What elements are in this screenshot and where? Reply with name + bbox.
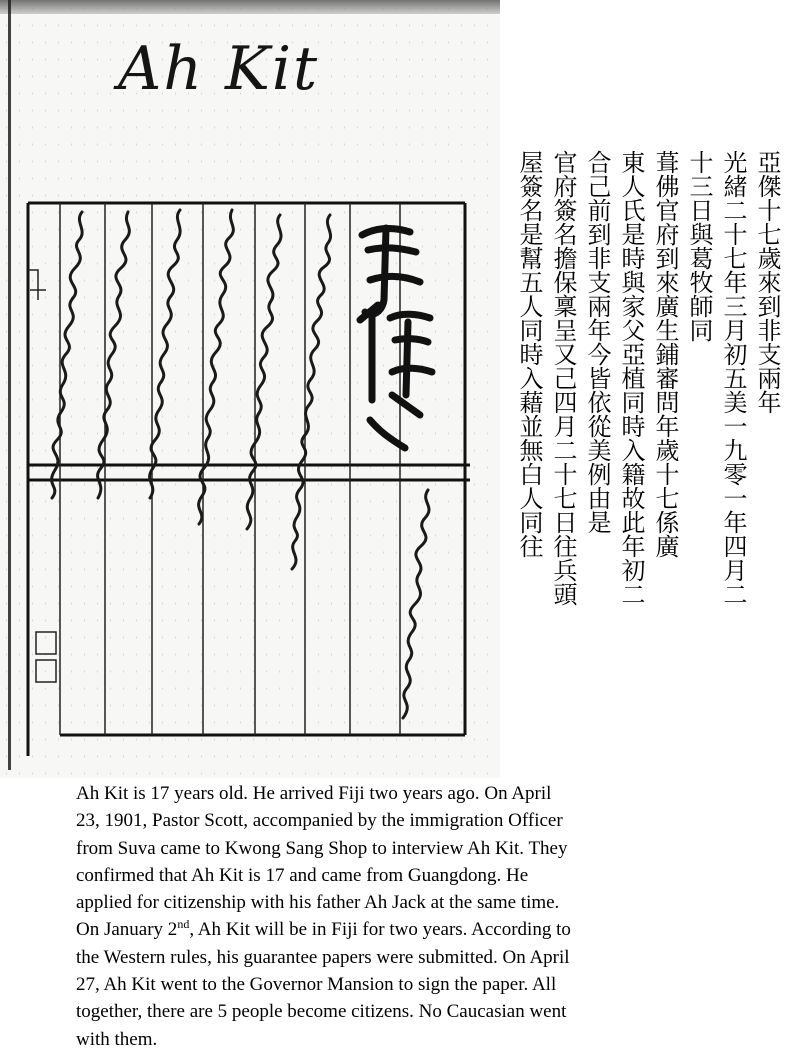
translation-line: from Suva came to Kwong Sang Shop to interview Ah Kit. They [76, 837, 568, 859]
translation-line: 27, Ah Kit went to the Governor Mansion to sign the paper. All [76, 974, 557, 996]
translation-text: On January 2 [76, 919, 178, 941]
transcription-column-4: 葺佛官府到來廣生鋪審問年歲十七係廣 [651, 150, 679, 558]
transcription-column-6: 合己前到非支兩年今皆依從美例由是 [583, 150, 611, 534]
handwritten-name: Ah Kit [118, 34, 320, 104]
translation-line: confirmed that Ah Kit is 17 and came from Guangdong. He [76, 864, 529, 886]
translation-line [76, 916, 726, 943]
ledger-page-image [0, 0, 500, 778]
chinese-transcription [506, 150, 796, 760]
translation-line: applied for citizenship with his father Ah Jack at the same time. [76, 892, 560, 914]
ledger-column-rules [60, 203, 400, 735]
transcription-column-5: 東人氏是時與家父亞植同時入籍故此年初二 [617, 150, 645, 606]
ordinal-suffix: nd [177, 917, 190, 932]
translation-line: the Western rules, his guarantee papers were submitted. On April [76, 946, 570, 968]
scanned-document [0, 0, 500, 778]
transcription-column-8: 屋簽名是幫五人同時入藉並無白人同往 [515, 150, 543, 558]
translation-line: Ah Kit is 17 years old. He arrived Fiji two years ago. On April [76, 783, 552, 804]
translation-line: together, there are 5 people become citizens. No Caucasian went [76, 1001, 567, 1023]
transcription-column-2: 光緒二十七年三月初五美一九零一年四月二 [719, 150, 747, 606]
translation-line: 23, 1901, Pastor Scott, accompanied by the immigration Officer [76, 810, 563, 832]
ledger-heading-strokes [360, 228, 432, 448]
transcription-column-7: 官府簽名擔保稟呈又己四月二十七日往兵頭 [549, 150, 577, 606]
translation-line: with them. [76, 1028, 158, 1050]
transcription-column-1: 亞傑十七歲來到非支兩年 [753, 150, 781, 414]
english-translation [76, 780, 726, 1053]
transcription-column-3: 十三日與葛牧師同 [685, 150, 713, 342]
translation-text: , Ah Kit will be in Fiji for two years. According to [189, 919, 571, 941]
